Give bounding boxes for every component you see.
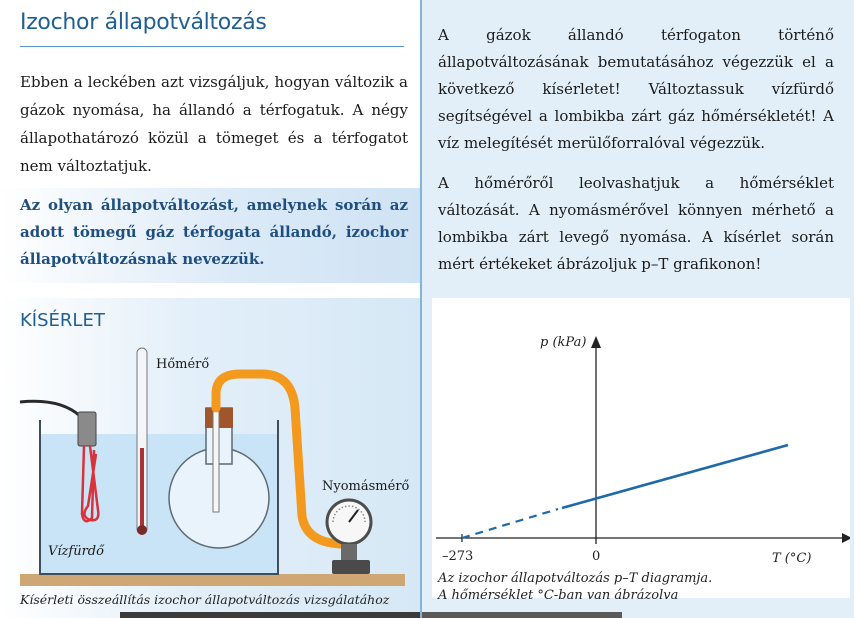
right-column — [422, 0, 854, 618]
label-water-bath: Vízfürdő — [48, 544, 104, 559]
pressure-gauge — [327, 500, 371, 574]
right-paragraph-1: A gázok állandó térfogaton történő állapotváltozásának bemutatásához végezzük el a következő kísérletet! Változtassuk vízfürdő segítségével a lombikba zárt gáz hőmérsékletét! A víz melegítését merülőforralóval végezzük. — [438, 26, 834, 152]
table-surface — [20, 574, 405, 586]
definition-text: Az olyan állapotváltozást, amelynek során az adott tömegű gáz térfogata állandó, izochor állapotváltozásnak nevezzük. — [20, 196, 408, 268]
x-tick-label-zero: 0 — [592, 549, 601, 564]
x-axis-arrow — [842, 533, 850, 543]
left-column — [0, 0, 420, 618]
thermometer — [137, 348, 147, 535]
experiment-heading: KÍSÉRLET — [20, 310, 105, 331]
experiment-section — [0, 298, 420, 618]
x-tick-label-left: –273 — [442, 549, 474, 564]
definition-box — [0, 188, 420, 283]
bottom-edge-strip-right — [422, 612, 622, 618]
graph-caption — [438, 570, 838, 604]
experiment-illustration — [0, 338, 420, 588]
title-rule — [20, 46, 404, 47]
experiment-caption: Kísérleti összeállítás izochor állapotváltozás vizsgálatához — [20, 592, 390, 607]
y-axis-arrow — [591, 336, 601, 348]
pT-graph-svg — [432, 298, 850, 568]
intro-paragraph: Ebben a leckében azt vizsgáljuk, hogyan változik a gázok nyomása, ha állandó a térfogatuk. A négy állapothatározó közül a tömeget és a térfogatot nem változtatjuk. — [20, 73, 408, 175]
bottom-edge-strip — [120, 612, 420, 618]
extrapolation-dashed-line — [462, 509, 558, 538]
y-axis-label: p (kPa) — [540, 335, 587, 350]
x-axis-label: T (°C) — [772, 551, 812, 566]
graph-caption-line-2: A hőmérséklet °C-ban van ábrázolva — [438, 588, 679, 603]
label-manometer: Nyomásmérő — [322, 479, 410, 494]
flask — [169, 402, 269, 548]
right-paragraph-2: A hőmérőről leolvashatjuk a hőmérséklet változását. A nyomásmérővel könnyen mérhető a lombikba zárt levegő nyomása. A kísérlet során mért értékeket ábrázoljuk p–T grafikonon! — [438, 174, 834, 273]
page-title: Izochor állapotváltozás — [20, 10, 267, 35]
pT-graph — [432, 298, 850, 598]
graph-caption-line-1: Az izochor állapotváltozás p–T diagramja. — [438, 571, 713, 586]
label-thermometer: Hőmérő — [156, 357, 210, 372]
